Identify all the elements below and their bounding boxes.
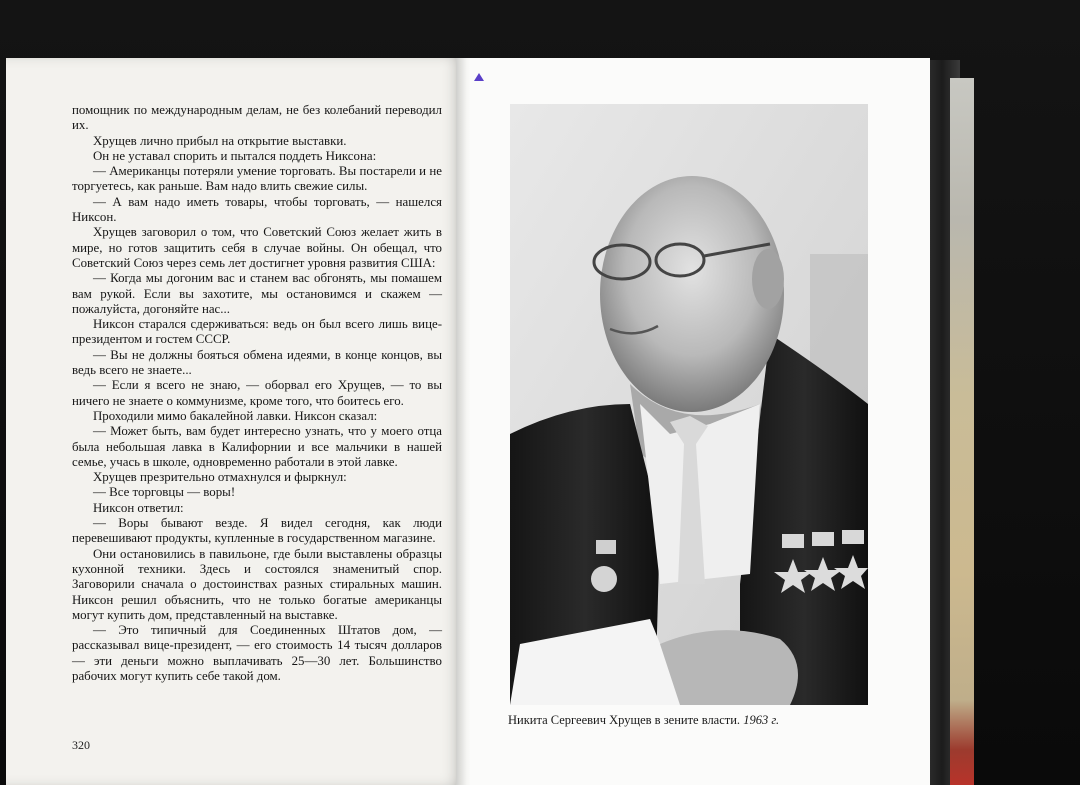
book-cover-edge xyxy=(950,78,974,785)
photo-caption xyxy=(508,713,908,728)
paragraph: — Вы не должны бояться обмена идеями, в конце концов, вы ведь всего не знаете... xyxy=(72,347,442,378)
paragraph: — Воры бывают везде. Я видел сегодня, как люди перевешивают продукты, купленные в государственном магазине. xyxy=(72,516,442,546)
paragraph: Никсон ответил: xyxy=(93,500,184,515)
page-number: 320 xyxy=(72,738,90,752)
paragraph: — Если я всего не знаю, — оборвал его Хрущев, — то вы ничего не знаете о коммунизме, кроме того, что боитесь его. xyxy=(72,378,442,408)
caption-text: Никита Сергеевич Хрущев в зените власти. xyxy=(508,713,741,727)
portrait-photo xyxy=(510,104,868,705)
paragraph: — Все торговцы — воры! xyxy=(93,485,236,500)
paragraph: — А вам надо иметь товары, чтобы торговать, — нашелся Никсон. xyxy=(72,194,442,225)
paragraph: помощник по международным делам, не без колебаний переводил их. xyxy=(72,103,442,133)
paragraph: — Когда мы догоним вас и станем вас обгонять, мы помашем вам рукой. Если вы захотите, мы остановимся и скажем — пожалуйста, догоняйте нас... xyxy=(72,271,442,316)
bookmark-marker-icon xyxy=(474,73,484,81)
paragraph: Он не уставал спорить и пытался поддеть Никсона: xyxy=(93,148,377,163)
paragraph: Они остановились в павильоне, где были выставлены образцы кухонной техники. Здесь и состоялся знаменитый спор. Заговорили сначала о достоинствах разных стиральных машин. Никсон решил объяснить, что не только богатые американцы могут купить дом, представленный на выставке. xyxy=(72,546,442,622)
paragraph: — Это типичный для Соединенных Штатов дом, — рассказывал вице-президент, — его стоимость 14 тысяч долларов — эти деньги можно выплачивать 25—30 лет. Большинство рабочих могут купить себе такой дом. xyxy=(72,623,442,683)
paragraph: — Может быть, вам будет интересно узнать, что у моего отца была небольшая лавка в Калифорнии и все мальчики в нашей семье, учась в школе, одновременно работали в этой лавке. xyxy=(72,424,442,469)
paragraph: Хрущев лично прибыл на открытие выставки. xyxy=(93,133,347,148)
left-page xyxy=(6,58,466,785)
paragraph: Проходили мимо бакалейной лавки. Никсон сказал: xyxy=(93,408,378,423)
paragraph: Никсон старался сдерживаться: ведь он был всего лишь вице-президентом и гостем СССР. xyxy=(72,317,442,347)
caption-year: 1963 г. xyxy=(743,713,780,727)
paragraph: Хрущев презрительно отмахнулся и фыркнул: xyxy=(93,470,347,485)
paragraph: Хрущев заговорил о том, что Советский Союз желает жить в мире, но готов защитить себя в случае войны. Он обещал, что Советский Союз через семь лет достигнет уровня развития США: xyxy=(72,225,442,270)
body-text xyxy=(72,103,442,684)
paragraph: — Американцы потеряли умение торговать. Вы постарели и не торгуетесь, как раньше. Вам надо влить свежие силы. xyxy=(72,164,442,194)
